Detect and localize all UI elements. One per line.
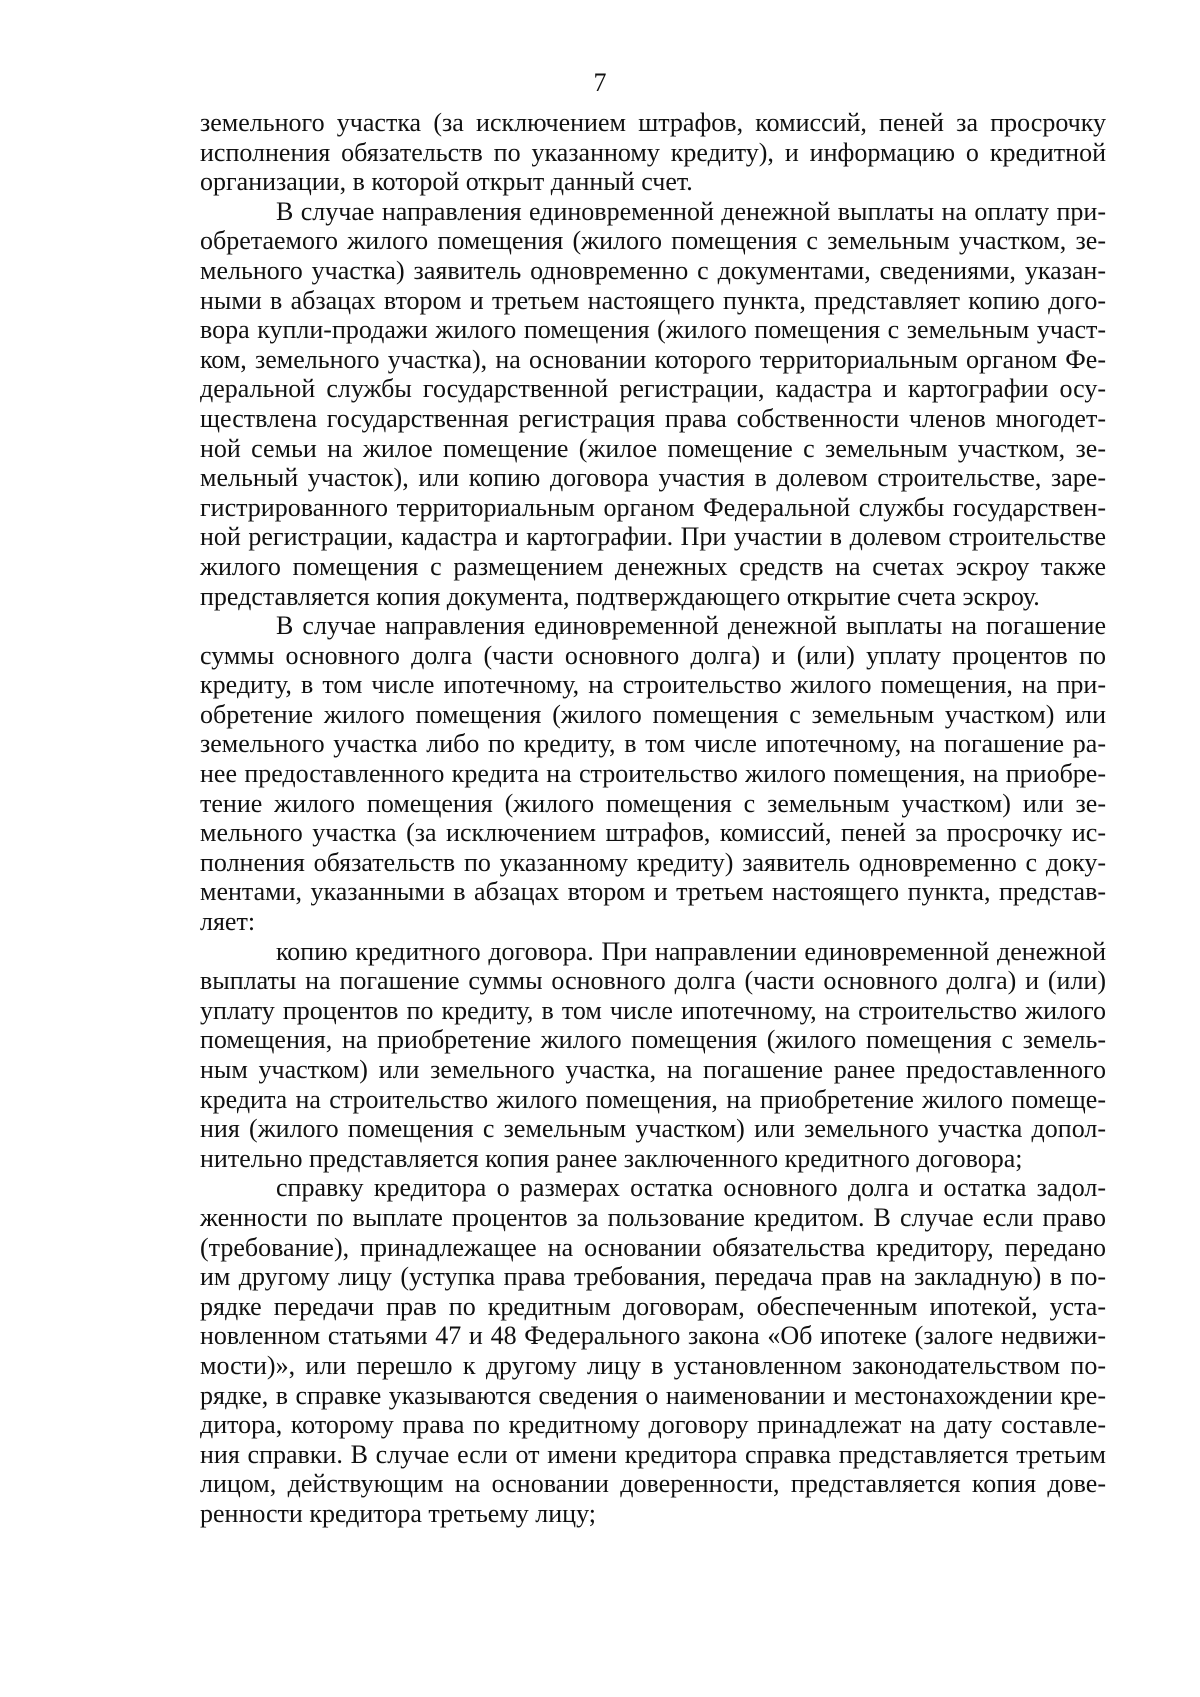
text-line: обретение жилого помещения (жилого помещения с земельным участком) или <box>200 699 1106 729</box>
text-line: ния справки. В случае если от имени кредитора справка представляется третьим <box>200 1439 1106 1469</box>
text-line: нее предоставленного кредита на строительство жилого помещения, на приобре- <box>200 759 1106 789</box>
text-line: кредиту, в том числе ипотечному, на строительство жилого помещения, на при- <box>200 670 1106 700</box>
text-line: лицом, действующим на основании доверенности, представляется копия дове- <box>200 1469 1106 1499</box>
text-line: мельного участка) заявитель одновременно с документами, сведениями, указан- <box>200 255 1106 285</box>
text-line: (требование), принадлежащее на основании обязательства кредитору, передано <box>200 1232 1106 1262</box>
page-number: 7 <box>593 68 607 97</box>
text-line: вора купли-продажи жилого помещения (жилого помещения с земельным участ- <box>200 315 1106 345</box>
text-line: уплату процентов по кредиту, в том числе ипотечному, на строительство жилого <box>200 995 1106 1025</box>
text-line: гистрированного территориальным органом Федеральной службы государствен- <box>200 492 1106 522</box>
text-line: жилого помещения с размещением денежных средств на счетах эскроу также <box>200 551 1106 581</box>
text-line: нительно представляется копия ранее заключенного кредитного договора; <box>200 1143 1023 1173</box>
text-line: мельный участок), или копию договора участия в долевом строительстве, заре- <box>200 463 1106 493</box>
text-line: рядке, в справке указываются сведения о наименовании и местонахождении кре- <box>200 1380 1106 1410</box>
text-line: мельного участка (за исключением штрафов, комиссий, пеней за просрочку ис- <box>200 818 1106 848</box>
text-line: ществлена государственная регистрация права собственности членов многодет- <box>200 403 1106 433</box>
document-body <box>200 108 1106 1529</box>
text-line: кредита на строительство жилого помещения, на приобретение жилого помеще- <box>200 1084 1106 1114</box>
text-line: В случае направления единовременной денежной выплаты на погашение <box>276 611 1106 641</box>
text-line: ком, земельного участка), на основании которого территориальным органом Фе- <box>200 344 1106 374</box>
text-line: деральной службы государственной регистрации, кадастра и картографии осу- <box>200 374 1106 404</box>
text-line: ментами, указанными в абзацах втором и третьем настоящего пункта, представ- <box>200 877 1106 907</box>
text-line: ными в абзацах втором и третьем настоящего пункта, представляет копию дого- <box>200 285 1106 315</box>
text-line: им другому лицу (уступка права требования, передача прав на закладную) в по- <box>200 1262 1106 1292</box>
text-line: новленном статьями 47 и 48 Федерального закона «Об ипотеке (залоге недвижи- <box>200 1321 1106 1351</box>
text-line: выплаты на погашение суммы основного долга (части основного долга) и (или) <box>200 966 1106 996</box>
text-line: представляется копия документа, подтверждающего открытие счета эскроу. <box>200 581 1040 611</box>
text-line: справку кредитора о размерах остатка основного долга и остатка задол- <box>276 1173 1106 1203</box>
text-line: рядке передачи прав по кредитным договорам, обеспеченным ипотекой, уста- <box>200 1291 1106 1321</box>
text-line: копию кредитного договора. При направлении единовременной денежной <box>276 936 1106 966</box>
text-line: ния (жилого помещения с земельным участком) или земельного участка допол- <box>200 1114 1106 1144</box>
paragraph <box>200 611 1106 937</box>
paragraph <box>200 197 1106 611</box>
text-line: полнения обязательств по указанному кредиту) заявитель одновременно с доку- <box>200 847 1106 877</box>
paragraph <box>200 937 1106 1174</box>
paragraph <box>200 1173 1106 1528</box>
text-line: исполнения обязательств по указанному кредиту), и информацию о кредитной <box>200 137 1106 167</box>
text-line: женности по выплате процентов за пользование кредитом. В случае если право <box>200 1202 1106 1232</box>
text-line: В случае направления единовременной денежной выплаты на оплату при- <box>276 196 1106 226</box>
text-line: дитора, которому права по кредитному договору принадлежат на дату составле- <box>200 1410 1106 1440</box>
text-line: ляет: <box>200 907 256 937</box>
text-line: ной семьи на жилое помещение (жилое помещение с земельным участком, зе- <box>200 433 1106 463</box>
text-line: помещения, на приобретение жилого помещения (жилого помещения с земель- <box>200 1025 1106 1055</box>
paragraph <box>200 108 1106 197</box>
text-line: земельного участка либо по кредиту, в том числе ипотечному, на погашение ра- <box>200 729 1106 759</box>
text-line: организации, в которой открыт данный счет. <box>200 167 693 197</box>
text-line: ренности кредитора третьему лицу; <box>200 1498 596 1528</box>
text-line: земельного участка (за исключением штрафов, комиссий, пеней за просрочку <box>200 108 1106 137</box>
text-line: обретаемого жилого помещения (жилого помещения с земельным участком, зе- <box>200 226 1106 256</box>
text-line: тение жилого помещения (жилого помещения с земельным участком) или зе- <box>200 788 1106 818</box>
text-line: суммы основного долга (части основного долга) и (или) уплату процентов по <box>200 640 1106 670</box>
text-line: мости)», или перешло к другому лицу в установленном законодательством по- <box>200 1350 1106 1380</box>
text-line: ным участком) или земельного участка, на погашение ранее предоставленного <box>200 1055 1106 1084</box>
text-line: ной регистрации, кадастра и картографии. При участии в долевом строительстве <box>200 522 1106 552</box>
